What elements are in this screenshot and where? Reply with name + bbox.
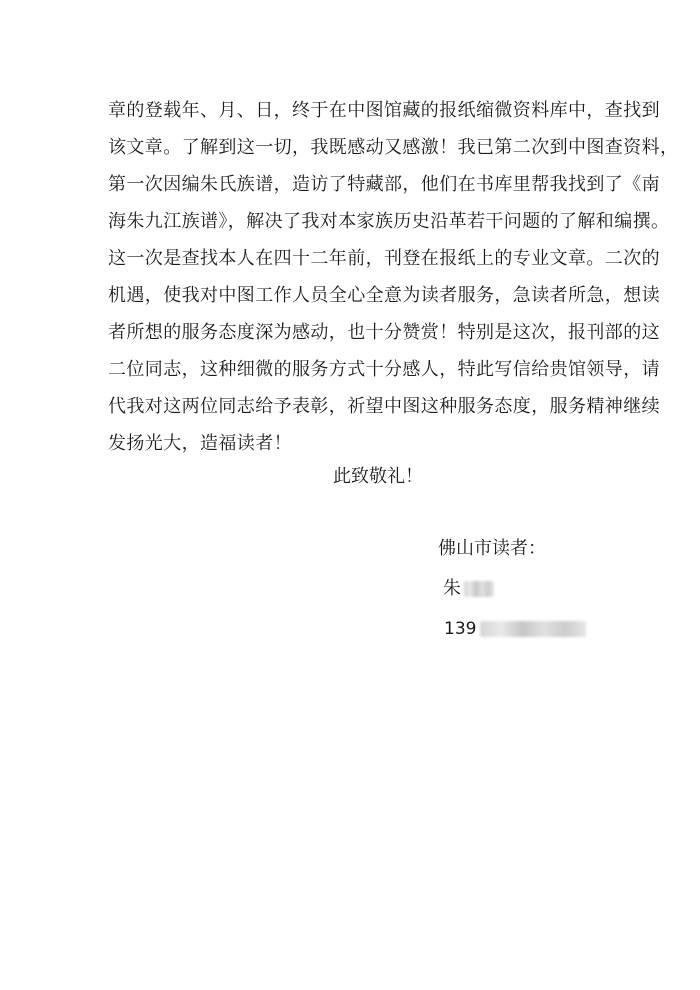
letter-line: 章的登载年、月、日，终于在中图馆藏的报纸缩微资料库中，查找到	[108, 100, 660, 121]
letter-line: 海朱九江族谱》，解决了我对本家族历史沿革若干问题的了解和编撰。	[108, 211, 670, 232]
redacted-phone-blur	[480, 621, 586, 637]
signature-phone	[444, 615, 586, 643]
letter-line: 第一次因编朱氏族谱，造访了特藏部，他们在书库里帮我找到了《南	[108, 174, 660, 195]
letter-body	[108, 92, 679, 462]
signature-name	[443, 575, 586, 603]
letter-line: 二位同志，这种细微的服务方式十分感人，特此写信给贵馆领导，请	[108, 359, 660, 380]
signature-phone-visible: 139	[444, 619, 477, 639]
letter-line: 代我对这两位同志给予表彰，祈望中图这种服务态度，服务精神继续	[108, 396, 660, 417]
letter-line: 机遇，使我对中图工作人员全心全意为读者服务，急读者所急，想读	[108, 285, 660, 306]
letter-line: 这一次是查找本人在四十二年前，刊登在报纸上的专业文章。二次的	[108, 248, 660, 269]
letter-line: 发扬光大，造福读者！	[108, 433, 292, 454]
signature-block	[438, 535, 586, 643]
closing-salutation: 此致敬礼！	[333, 466, 423, 487]
letter-line: 该文章。了解到这一切，我既感动又感激！我已第二次到中图查资料，	[108, 137, 679, 158]
redacted-name-blur	[464, 581, 494, 597]
letter-line: 者所想的服务态度深为感动，也十分赞赏！特别是这次，报刊部的这	[108, 322, 660, 343]
signature-label: 佛山市读者：	[438, 538, 546, 559]
signature-name-visible: 朱	[443, 578, 461, 599]
